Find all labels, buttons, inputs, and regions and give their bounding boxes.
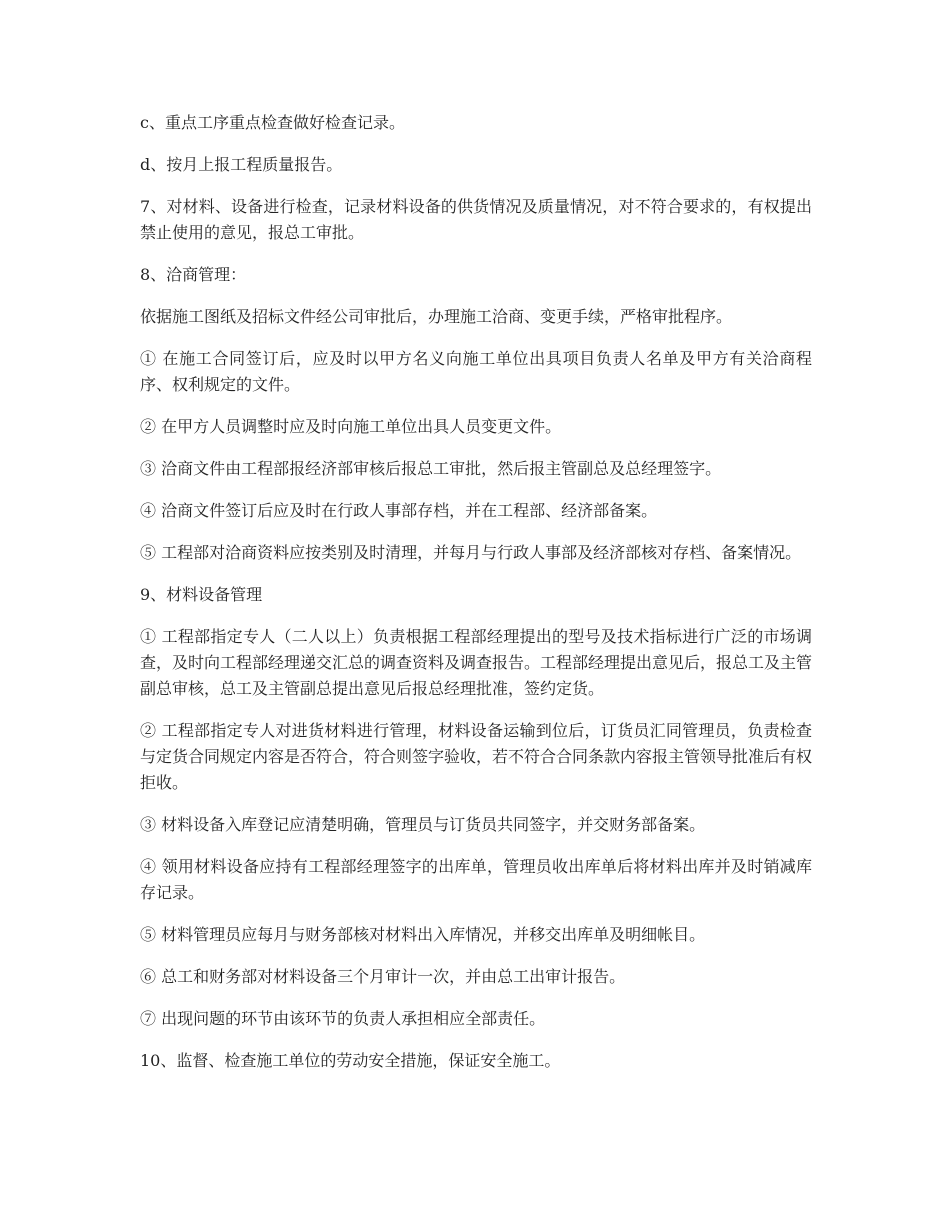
list-item-material-5: ⑤ 材料管理员应每月与财务部核对材料出入库情况，并移交出库单及明细帐目。 xyxy=(140,925,706,944)
list-item-material-1: ① 工程部指定专人（二人以上）负责根据工程部经理提出的型号及技术指标进行广泛的市场调查，及时向工程部经理递交汇总的调查资料及调查报告。工程部经理提出意见后，报总工及主管副总审核，总工及主管副总提出意见后报总经理批准，签约定货。 xyxy=(140,627,813,698)
paragraph-negotiation-basis: 依据施工图纸及招标文件经公司审批后，办理施工洽商、变更手续，严格审批程序。 xyxy=(140,307,733,326)
paragraph-d-monthly-report: d、按月上报工程质量报告。 xyxy=(140,155,343,174)
list-item-negotiation-2: ② 在甲方人员调整时应及时向施工单位出具人员变更文件。 xyxy=(140,417,562,436)
list-item-negotiation-1: ① 在施工合同签订后，应及时以甲方名义向施工单位出具项目负责人名单及甲方有关洽商程序、权利规定的文件。 xyxy=(140,349,812,394)
list-item-negotiation-3: ③ 洽商文件由工程部报经济部审核后报总工审批，然后报主管副总及总经理签字。 xyxy=(140,459,722,478)
list-item-negotiation-4: ④ 洽商文件签订后应及时在行政人事部存档，并在工程部、经济部备案。 xyxy=(140,501,658,520)
list-item-material-2: ② 工程部指定专人对进货材料进行管理，材料设备运输到位后，订货员汇同管理员，负责检查与定货合同规定内容是否符合，符合则签字验收，若不符合合同条款内容报主管领导批准后有权拒收。 xyxy=(140,721,813,792)
heading-9-material-equipment-management: 9、材料设备管理 xyxy=(140,585,263,604)
list-item-material-3: ③ 材料设备入库登记应清楚明确，管理员与订货员共同签字，并交财务部备案。 xyxy=(140,815,706,834)
heading-8-negotiation-management: 8、洽商管理： xyxy=(140,265,247,284)
paragraph-c-inspection-records: c、重点工序重点检查做好检查记录。 xyxy=(140,113,405,132)
list-item-material-6: ⑥ 总工和财务部对材料设备三个月审计一次，并由总工出审计报告。 xyxy=(140,967,626,986)
paragraph-7-material-inspection: 7、对材料、设备进行检查，记录材料设备的供货情况及质量情况，对不符合要求的，有权提出禁止使用的意见，报总工审批。 xyxy=(140,197,812,242)
list-item-material-4: ④ 领用材料设备应持有工程部经理签字的出库单，管理员收出库单后将材料出库并及时销减库存记录。 xyxy=(140,857,812,902)
list-item-negotiation-5: ⑤ 工程部对洽商资料应按类别及时清理，并每月与行政人事部及经济部核对存档、备案情况。 xyxy=(140,543,802,562)
list-item-material-7: ⑦ 出现问题的环节由该环节的负责人承担相应全部责任。 xyxy=(140,1009,546,1028)
document-body xyxy=(140,110,812,1090)
paragraph-10-safety-supervision: 10、监督、检查施工单位的劳动安全措施，保证安全施工。 xyxy=(140,1051,561,1070)
